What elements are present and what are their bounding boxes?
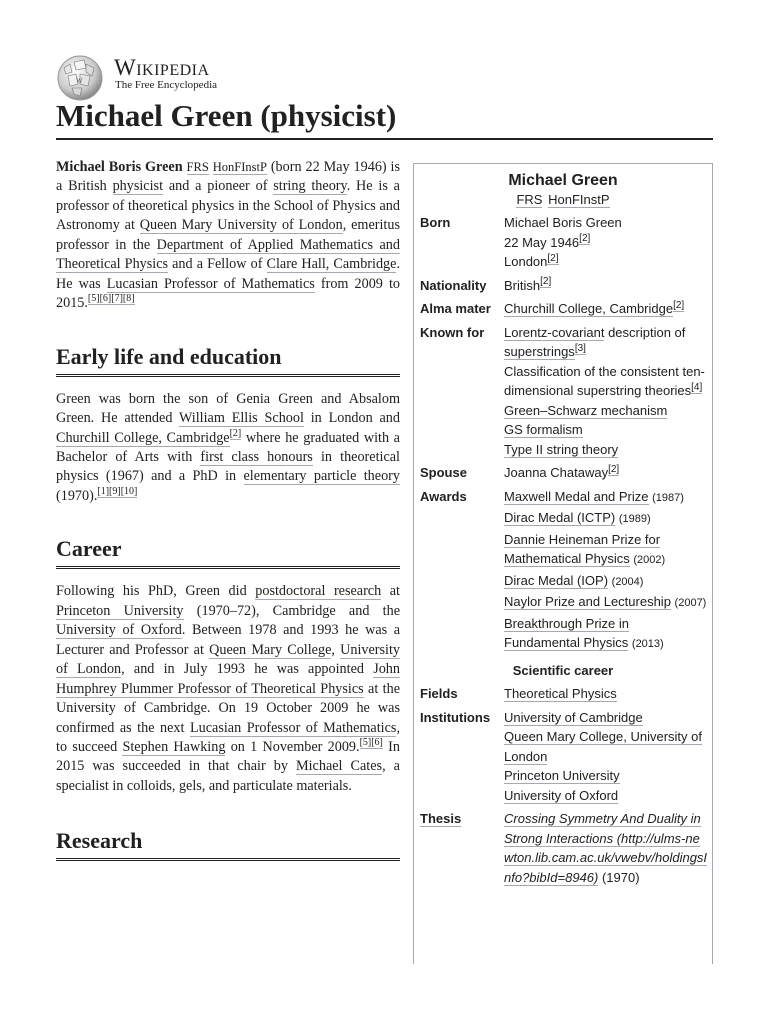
oxford-link[interactable]: University of Oxford	[56, 622, 182, 639]
subject-name: Michael Boris Green	[56, 159, 183, 175]
clare-hall-link[interactable]: Clare Hall, Cambridge	[266, 256, 397, 273]
known-text: Classification of the consistent ten-dimensional superstring theories	[504, 363, 705, 398]
career-text: at the University of Cambridge. On 19 October 2009 he was confirmed as the next	[56, 680, 400, 736]
princeton-link[interactable]: Princeton University	[56, 602, 184, 619]
known-text: description of	[604, 324, 686, 340]
lead-text: from 2009 to 2015.	[56, 275, 400, 312]
gs-formalism-link[interactable]: GS formalism	[504, 422, 583, 437]
career-text: , and in July 1993 he was appointed	[121, 661, 374, 678]
award-year: (2007)	[674, 597, 707, 609]
spouse-text: Joanna Chataway	[504, 465, 609, 480]
breakthrough-prize-link[interactable]: Breakthrough Prize in Fundamental Physics	[504, 615, 630, 650]
scientific-career-heading: Scientific career	[512, 662, 614, 678]
institution-item	[504, 708, 708, 728]
superstrings-link[interactable]: superstrings	[504, 344, 575, 359]
section-heading: Early life and education	[56, 342, 400, 377]
citation-link[interactable]: [3]	[574, 342, 586, 354]
infobox-row-known-for	[414, 323, 712, 464]
lead-text: . He is a professor of theoretical physics in the School of Physics and Astronomy at	[56, 178, 400, 234]
heineman-prize-link[interactable]: Dannie Heineman Prize for Mathematical Physics	[504, 531, 661, 566]
qmc-link[interactable]: Queen Mary College	[209, 641, 332, 658]
citation-link[interactable]: [2]	[547, 252, 559, 264]
honfinstp-link[interactable]: HonFInstP	[548, 192, 610, 207]
award-item	[504, 487, 708, 509]
known-item	[504, 401, 708, 421]
award-year: (1989)	[618, 513, 651, 525]
infobox-label: Awards	[420, 488, 467, 504]
citation-link[interactable]: [2]	[540, 276, 552, 288]
infobox-label: Born	[420, 215, 451, 230]
award-year: (2002)	[633, 554, 666, 566]
plummer-professor-link[interactable]: John Humphrey Plummer Professor of Theoretical Physics	[56, 661, 400, 697]
born-place-text: London	[504, 254, 548, 269]
lorentz-covariant-link[interactable]: Lorentz-covariant	[504, 324, 605, 340]
citation-link[interactable]: [2]	[608, 463, 620, 475]
hawking-link[interactable]: Stephen Hawking	[122, 738, 226, 755]
naylor-prize-link[interactable]: Naylor Prize and Lectureship	[504, 594, 671, 609]
infobox-value	[504, 463, 712, 487]
infobox	[413, 163, 713, 964]
infobox-row-fields	[414, 684, 712, 708]
early-life-paragraph	[56, 390, 400, 507]
infobox-label: Spouse	[420, 465, 467, 480]
known-item	[504, 362, 708, 401]
early-text: (1970).	[56, 487, 98, 504]
string-theory-link[interactable]: string theory	[273, 178, 347, 195]
infobox-value	[504, 684, 712, 708]
infobox-value	[504, 276, 712, 300]
known-item	[504, 323, 708, 362]
early-text: where he graduated with a Bachelor of Arts with	[56, 429, 400, 465]
lead-text: and a pioneer of	[163, 178, 274, 195]
career-text: (1970–72), Cambridge and the	[183, 602, 400, 619]
churchill-link[interactable]: Churchill College, Cambridge	[56, 429, 230, 446]
section-career	[56, 534, 400, 569]
early-text: in London and	[303, 410, 400, 427]
citation-link[interactable]: [2]	[673, 299, 685, 311]
career-text: on 1 November 2009.	[225, 738, 360, 755]
infobox-value	[504, 809, 712, 891]
wikipedia-wordmark[interactable]: Wikipedia	[114, 55, 210, 80]
lucasian-link[interactable]: Lucasian Professor of Mathematics	[106, 275, 315, 292]
maxwell-medal-link[interactable]: Maxwell Medal and Prize	[504, 488, 649, 504]
frs-link[interactable]: FRS	[516, 192, 543, 207]
award-year: (1987)	[652, 491, 684, 504]
infobox-title: Michael Green	[508, 172, 618, 189]
thesis-link[interactable]: Crossing Symmetry And Duality in Strong Interactions (http://ulms-newton.lib.cam.ac.uk/vwebv/holdingsInfo?bibId=8946)	[504, 811, 708, 885]
qmc-link[interactable]: Queen Mary College, University of London	[504, 729, 702, 764]
infobox-row-born	[414, 213, 712, 276]
lead-paragraph	[56, 158, 400, 314]
uol-link[interactable]: University of London	[56, 641, 401, 678]
nationality-text: British	[504, 277, 541, 293]
infobox-label: Alma mater	[420, 301, 491, 316]
award-item	[504, 614, 708, 655]
lucasian-link[interactable]: Lucasian Professor of Mathematics	[189, 719, 397, 736]
cambridge-link[interactable]: University of Cambridge	[504, 709, 643, 725]
career-text: , a specialist in colloids, gels, and particulate materials.	[56, 758, 400, 794]
born-place	[504, 252, 708, 272]
oxford-link[interactable]: University of Oxford	[504, 787, 619, 803]
frs-link[interactable]: FRS	[186, 160, 209, 174]
career-text: Following his PhD, Green did	[56, 583, 256, 600]
institution-item	[504, 727, 708, 766]
infobox-row-thesis	[414, 809, 712, 891]
infobox-row-awards	[414, 487, 712, 659]
infobox-label: Known for	[420, 324, 485, 340]
citation-link[interactable]: [2]	[579, 233, 591, 245]
postdoc-link[interactable]: postdoctoral research	[255, 583, 382, 600]
lead-text: (born 22 May 1946) is a British	[56, 159, 401, 195]
thesis-label-link[interactable]: Thesis	[420, 811, 462, 826]
award-year: (2013)	[631, 638, 664, 650]
citation-link[interactable]: [5][6]	[359, 737, 383, 749]
career-text: In 2015 was succeeded in that chair by	[56, 738, 400, 775]
type-ii-string-theory-link[interactable]: Type II string theory	[504, 441, 619, 457]
svg-text:W: W	[76, 77, 83, 85]
section-early-life	[56, 342, 400, 377]
career-text: ,	[331, 641, 341, 658]
dirac-medal-ictp-link[interactable]: Dirac Medal (ICTP)	[504, 510, 616, 525]
infobox-row-spouse	[414, 463, 712, 487]
career-text: . Between 1978 and 1993 he was a Lecturer and Professor at	[56, 622, 400, 658]
thesis-year: (1970)	[601, 869, 640, 885]
theoretical-physics-link[interactable]: Theoretical Physics	[504, 686, 617, 701]
green-schwarz-mechanism-link[interactable]: Green–Schwarz mechanism	[504, 402, 668, 418]
infobox-label: Nationality	[420, 277, 487, 293]
citation-link[interactable]: [2]	[229, 427, 242, 439]
churchill-link[interactable]: Churchill College, Cambridge	[504, 301, 674, 316]
citation-link[interactable]: [4]	[691, 381, 703, 393]
award-item	[504, 530, 708, 571]
lead-text: and a Fellow of	[168, 256, 267, 273]
citation-link[interactable]: [1][9][10]	[97, 486, 138, 498]
award-item	[504, 508, 708, 530]
infobox-row-alma-mater	[414, 299, 712, 323]
institution-item	[504, 786, 708, 806]
infobox-value	[504, 487, 712, 659]
born-name: Michael Boris Green	[504, 215, 622, 230]
award-year: (2004)	[611, 575, 644, 588]
infobox-subheader	[414, 659, 712, 685]
wikipedia-header[interactable]	[56, 52, 356, 96]
infobox-row-institutions	[414, 708, 712, 810]
born-date	[504, 233, 708, 253]
citation-link[interactable]: [5][6][7][8]	[87, 293, 135, 305]
princeton-link[interactable]: Princeton University	[504, 768, 620, 783]
honfinstp-link[interactable]: HonFInstP	[212, 160, 267, 174]
known-item	[504, 420, 708, 440]
career-text: , to succeed	[56, 719, 400, 755]
section-heading: Research	[56, 826, 400, 861]
wikipedia-globe-icon[interactable]	[56, 54, 104, 102]
damtp-link[interactable]: Department of Applied Mathematics and Theoretical Physics	[56, 236, 400, 273]
career-paragraph	[56, 582, 400, 796]
qmul-link[interactable]: Queen Mary University of London	[139, 217, 343, 234]
infobox-table	[414, 213, 712, 891]
wikipedia-tagline: The Free Encyclopedia	[115, 79, 218, 91]
infobox-value	[504, 213, 712, 276]
cates-link[interactable]: Michael Cates	[296, 758, 383, 775]
early-text: in theoretical physics (1967) and a PhD in	[56, 448, 400, 485]
physicist-link[interactable]: physicist	[112, 178, 164, 195]
institution-item	[504, 766, 708, 786]
section-research	[56, 826, 400, 861]
infobox-label	[414, 809, 504, 891]
infobox-value	[504, 708, 712, 810]
section-heading: Career	[56, 534, 400, 569]
infobox-row-nationality	[414, 276, 712, 300]
first-class-honours-link[interactable]: first class honours	[200, 448, 313, 465]
infobox-postnominals	[414, 192, 712, 208]
article-body	[56, 158, 400, 874]
award-item	[504, 571, 708, 593]
page-title: Michael Green (physicist)	[56, 97, 713, 140]
infobox-label: Institutions	[420, 709, 491, 725]
particle-theory-link[interactable]: elementary particle theory	[243, 468, 400, 485]
known-item	[504, 440, 708, 460]
lead-text: , emeritus professor in the	[56, 217, 400, 253]
award-item	[504, 592, 708, 614]
early-text: Green was born the son of Genia Green and Absalom Green. He attended	[56, 390, 400, 427]
william-ellis-link[interactable]: William Ellis School	[178, 410, 304, 427]
infobox-label: Fields	[420, 686, 458, 701]
born-date-text: 22 May 1946	[504, 234, 580, 250]
career-text: at	[381, 583, 400, 600]
lead-text: . He was	[56, 256, 400, 292]
infobox-value	[504, 323, 712, 464]
infobox-value	[504, 299, 712, 323]
dirac-medal-iop-link[interactable]: Dirac Medal (IOP)	[504, 572, 609, 588]
